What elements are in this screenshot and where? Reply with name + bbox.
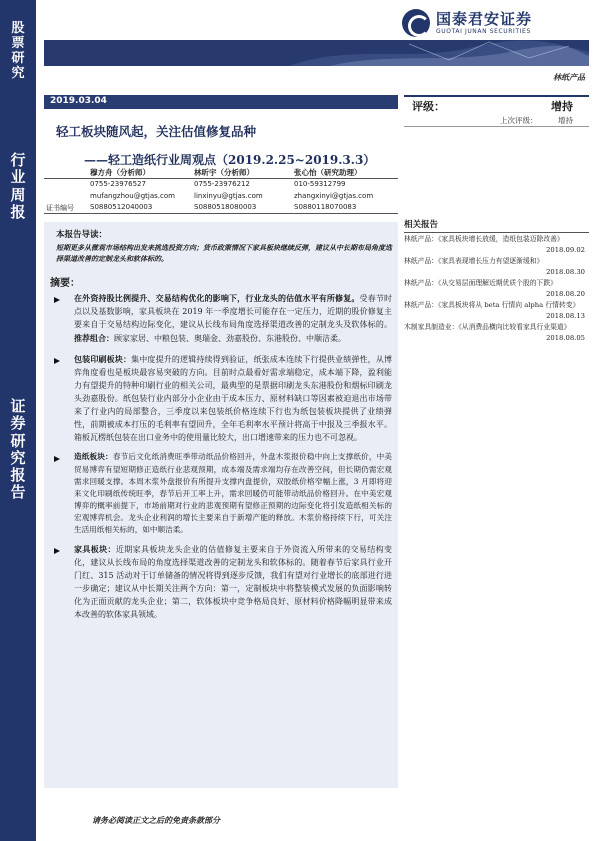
logo-name-cn: 国泰君安证券 [436, 10, 533, 28]
analyst-registration-row: 证书编号 S0880512040003 S0880518080003 S0880118070083 [44, 202, 398, 214]
abstract-panel [44, 222, 398, 788]
abstract-heading: 摘要： [50, 278, 80, 289]
related-report-date: 2018.08.05 [546, 333, 585, 342]
related-reports-list [404, 235, 589, 345]
abstract-point-packaging: 包装印刷板块：集中度提升的逻辑持续得到验证，纸张成本连续下行提供业绩弹性，从博弈角度看也是板块最容易突破的方向。目前时点最看好需求端稳定，成本端下降，盈利能力有望提升的特种印刷行业的相关公司，最典型的是票据印刷龙头东港股份和烟标印刷龙头劲嘉股份。纸包装行业内部分小企业由于成本压力、原材料缺口等因素被迫退出市场带来了行业内的局部整合，三季度以来包装纸价格连续下行也为纸包装板块提供了业绩弹性，前期被成本打压的毛利率有望回升，全年毛利率水平预计将高于中报及三季报水平。箱板瓦楞纸包装在出口业务中的使用量比较大，出口增速带来的压力也不可忽视。 [52, 353, 392, 445]
abstract-point-furniture: 家具板块：近期家具板块龙头企业的估值修复主要来自于外资流入所带来的交易结构变化，建议从长线布局的角度选择渠道改善的定制龙头和软体标的。随着春节后家具行业开门红、315 活动对于订单储备的情况将得到逐步反馈，我们有望对行业增长的底部进行进一步确定；建议从中长期关注两个方向：第一，定制板块中将整装模式发展的负面影响转化为正面贡献的龙头企业；第二，软体板块中竞争格局良好、原材料价格降幅明显带来成本改善的软体家具领域。 [52, 543, 392, 622]
bullet-arrow-icon [54, 548, 60, 554]
banner-wave-decoration [289, 40, 589, 66]
logo-mark-icon [402, 9, 430, 37]
related-report-date: 2018.08.13 [546, 311, 585, 320]
analyst-phones-row: 0755-23976527 0755-23976212 010-59312799 [90, 180, 346, 188]
bullet-arrow-icon [54, 456, 60, 462]
side-label-weekly-report: 行 业 周 报 [10, 151, 26, 221]
related-report-item[interactable]: 林纸产品：《家具表现增长压力有望逐渐缓和》 [404, 257, 544, 266]
side-label-stock-research: 股 票 研 究 [11, 21, 25, 81]
related-reports-title: 相关报告 [404, 218, 589, 233]
analyst-names-row: 穆方舟（分析师） 林昕宇（分析师） 张心怡（研究助理） [44, 166, 398, 179]
analyst-table [44, 166, 398, 214]
related-report-date: 2018.08.20 [546, 289, 585, 298]
company-logo [402, 8, 592, 38]
document-type-label: 林纸产品 [553, 72, 585, 82]
report-title: 轻工板块随风起，关注估值修复品种 [56, 124, 257, 139]
rating-label: 评级： [412, 100, 445, 113]
previous-rating-label: 上次评级： [500, 116, 538, 125]
guide-title: 本报告导读： [56, 230, 108, 240]
rating-value: 增持 [551, 100, 573, 113]
abstract-points [52, 292, 392, 629]
bullet-arrow-icon [54, 358, 60, 364]
rating-box [404, 95, 589, 127]
related-report-item[interactable]: 林纸产品：《从交易层面理解近期优质个股的下跌》 [404, 279, 557, 288]
previous-rating-value: 增持 [558, 116, 573, 125]
report-subtitle: ——轻工造纸行业周观点（2019.2.25~2019.3.3） [84, 153, 376, 167]
bullet-arrow-icon [54, 297, 60, 303]
logo-name-en: GUOTAI JUNAN SECURITIES [436, 28, 531, 35]
related-report-date: 2018.09.02 [546, 245, 585, 254]
disclaimer-footer: 请务必阅读正文之后的免责条款部分 [92, 815, 220, 825]
guide-text: 短期更多从微观市场结构出发来挑选投资方向；货币政策情况下家具板块继续反弹，建议从中长期布局角度选择渠道改善的定制龙头和软体标的。 [56, 243, 392, 263]
header-banner [44, 40, 589, 66]
related-report-item[interactable]: 林纸产品：《家具板块将从 beta 行情向 alpha 行情转变》 [404, 301, 580, 310]
related-report-item[interactable]: 木制家具制造业：《从消费品横向比较看家具行业渠道》 [404, 323, 571, 332]
abstract-point-valuation: 在外资持股比例提升、交易结构优化的影响下，行业龙头的估值水平有所修复。受春节时点以及基数影响，家具板块在 2019 年一季度增长可能存在一定压力，近期的股价修复主要来自于交易结构边际变化，建议从长线布局角度选择渠道改善的定制龙头及软体标的。推荐组合：顾家家居、中粮包装、奥瑞金、劲嘉股份、东港股份、中顺洁柔。 [52, 292, 392, 346]
analyst-emails-row: mufangzhou@gtjas.com linxinyu@gtjas.com zhangxinyi@gtjas.com [90, 191, 374, 200]
related-report-item[interactable]: 林纸产品：《家具板块增长放缓，造纸包装迈除改善》 [404, 235, 564, 243]
report-date: 2019.03.04 [44, 95, 398, 109]
side-label-securities-report: 证 券 研 究 报 告 [10, 397, 26, 502]
abstract-point-paper: 造纸板块：春节后文化纸消费旺季带动纸品价格回升，外盘木浆报价稳中向上支撑纸价，中美贸易博弈有望短期修正造纸行业悲观预期，成本端及需求端均存在改善空间，但长期仍需宏观需求回暖支撑。本周木浆外盘报价有所提升支撑内盘提价，双胶纸价格窄幅上涨，3 月即将迎来文化印刷纸传统旺季，春节后开工率上升，需求回暖仍可能带动纸品价格回升。在中美宏观博弈的概率前提下，市场前期对行业的悲观预期有望修正预期的边际变化将引发造纸相关标的宏观博弈机会。龙头企业利润的增长主要来自于新增产能的释放。木浆价格持续下行，可关注生活用纸相关标的，如中顺洁柔。 [52, 451, 392, 536]
related-report-date: 2018.08.30 [546, 267, 585, 276]
